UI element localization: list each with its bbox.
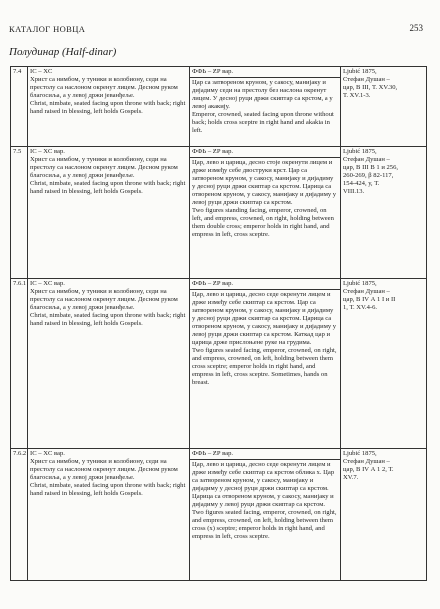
reverse-description-en: Two figures standing facing, emperor, crowned, on left, and empress, crowned, on right, holding between them double cross; emperor holds in right hand, and empress in left, cross sceptre.	[192, 207, 334, 238]
running-header: КАТАЛОГ НОВЦА	[9, 24, 86, 34]
reverse-cell	[190, 449, 341, 581]
table-row	[11, 67, 427, 147]
obverse-cell	[28, 279, 190, 449]
obverse-description-sr: Христ са нимбом, у туники и колобиону, седи на престолу са наслоном окренут лицем. Десном руком благосиља, а у левој држи јеванђеље.	[30, 288, 178, 311]
reference-cell	[341, 449, 427, 581]
reference-line: Стефан Душан –	[343, 288, 390, 295]
reference-line: Ljubić 1875,	[343, 280, 377, 287]
obverse-cell	[28, 449, 190, 581]
coin-catalog-table	[10, 66, 427, 581]
reference-cell	[341, 67, 427, 147]
reverse-description-en: Two figures seated facing, emperor, crowned, on right, and empress, crowned, on left, holding between them cross sceptre; emperor holds in right hand, and empress in left, cross sceptre. Sometimes, hands on breast.	[192, 347, 337, 386]
reverse-legend: ФФЬ – ƵР вар.	[190, 68, 340, 78]
reference-line: Т. XV.1-3.	[343, 92, 371, 99]
reference-cell	[341, 147, 427, 279]
obverse-description-sr: Христ са нимбом, у туники и колобиону, седи на престолу са наслоном окренут лицем. Десном руком благосиља, а у левој држи јеванђеље.	[30, 156, 178, 179]
reverse-description-sr: Цар, лево и царица, десно стоје окренути лицем и држе између себе двоструки крст. Цар са затвореном круном, у сакосу, манијаку и дијадиму у десној руци држи скиптар са крстом. Царица са отвореном круном, у сакосу, манијаку и дијадиму у левој руци држи скиптар са крстом.	[192, 159, 337, 206]
reference-line: цар, В III В 1 и 256,	[343, 164, 399, 171]
table-row	[11, 147, 427, 279]
entry-number: 7.5	[11, 147, 28, 279]
obverse-description-en: Christ, nimbate, seated facing upon throne with back; right hand raised in blessing, left holds Gospels.	[30, 312, 186, 327]
reference-line: цар, В III, Т. XV.30,	[343, 84, 398, 91]
reverse-description-sr: Цар са затвореном круном, у сакосу, манијаку и дијадиму седи на престолу без наслона окренут лицем. У десној руци држи скиптар са крстом, а у левој акакију.	[192, 79, 333, 110]
reference-line: Стефан Душан –	[343, 76, 390, 83]
reference-line: Ljubić 1875,	[343, 68, 377, 75]
reference-line: 1, Т. XV.4-6.	[343, 304, 378, 311]
reference-line: Ljubić 1875,	[343, 450, 377, 457]
entry-number: 7.4	[11, 67, 28, 147]
obverse-legend: IC – XC вар.	[30, 450, 65, 457]
entry-number: 7.6.2	[11, 449, 28, 581]
reverse-description-en: Emperor, crowned, seated facing upon throne without back; holds cross sceptre in right hand and akakia in left.	[192, 111, 334, 134]
reference-line: Ljubić 1875,	[343, 148, 377, 155]
reference-line: цар, В IV А 1 2, Т.	[343, 466, 394, 473]
obverse-cell	[28, 147, 190, 279]
reference-line: 260-269, β 82-117,	[343, 172, 394, 179]
obverse-cell	[28, 67, 190, 147]
reference-cell	[341, 279, 427, 449]
reverse-description-sr: Цар, лево и царица, десно седе окренути лицем и држе између себе скиптар са крстом облика х. Цар са затвореном круном, у сакосу, манијаку и дијадиму у десној руци држи скиптар са крстом. Царица са отвореном круном, у сакосу, манијаку и дијадиму у левој руци држи скиптар са крстом.	[192, 461, 335, 508]
table-row	[11, 449, 427, 581]
reverse-cell	[190, 67, 341, 147]
section-title: Полудинар (Half-dinar)	[9, 46, 117, 58]
reference-line: 154-424, у, Т.	[343, 180, 380, 187]
reverse-legend: ФФЬ – ƵР вар.	[190, 450, 340, 460]
page-number: 253	[409, 23, 423, 33]
obverse-legend: IC – XC вар.	[30, 280, 65, 287]
obverse-description-en: Christ, nimbate, seated facing upon throne with back; right hand raised in blessing, left holds Gospels.	[30, 482, 186, 497]
obverse-legend: IC – XC	[30, 68, 53, 75]
reverse-legend: ФФЬ – ƵР вар.	[190, 280, 340, 290]
reverse-cell	[190, 147, 341, 279]
table-row	[11, 279, 427, 449]
reference-line: цар, В IV А 1 I и II	[343, 296, 396, 303]
obverse-description-en: Christ, nimbate, seated facing upon throne with back; right hand raised in blessing, left holds Gospels.	[30, 100, 186, 115]
reference-line: Стефан Душан –	[343, 458, 390, 465]
reverse-legend: ФФЬ – ƵР вар.	[190, 148, 340, 158]
entry-number: 7.6.1	[11, 279, 28, 449]
reverse-description-en: Two figures seated facing, emperor, crowned, on right, and empress, crowned, on left, holding between them cross (x) sceptre; emperor holds in right hand, and empress in left, cross sceptre.	[192, 509, 337, 540]
reference-line: XV.7.	[343, 474, 359, 481]
reference-line: Стефан Душан –	[343, 156, 390, 163]
reverse-cell	[190, 279, 341, 449]
reference-line: VIII.13.	[343, 188, 365, 195]
reverse-description-sr: Цар, лево и царица, десно седе окренути лицем и држе између себе скиптар са крстом. Цар са затвореном круном, у сакосу, манијаку и дијадиму у десној руци држи скиптар са крстом. Царица са отвореном круном, у сакосу, манијаку и дијадиму у левој руци држи скиптар са крстом. Каткад цар и царица држе прислоњене руке на грудима.	[192, 291, 337, 346]
obverse-description-sr: Христ са нимбом, у туники и колобиону, седи на престолу са наслоном окренут лицем. Десном руком благосиља, а у левој држи јеванђеље.	[30, 458, 178, 481]
obverse-description-en: Christ, nimbate, seated facing upon throne with back; right hand raised in blessing, left holds Gospels.	[30, 180, 186, 195]
obverse-legend: IC – XC вар.	[30, 148, 65, 155]
obverse-description-sr: Христ са нимбом, у туники и колобиону, седи на престолу са наслоном окренут лицем. Десном руком благосиља, а у левој држи јеванђеље.	[30, 76, 178, 99]
